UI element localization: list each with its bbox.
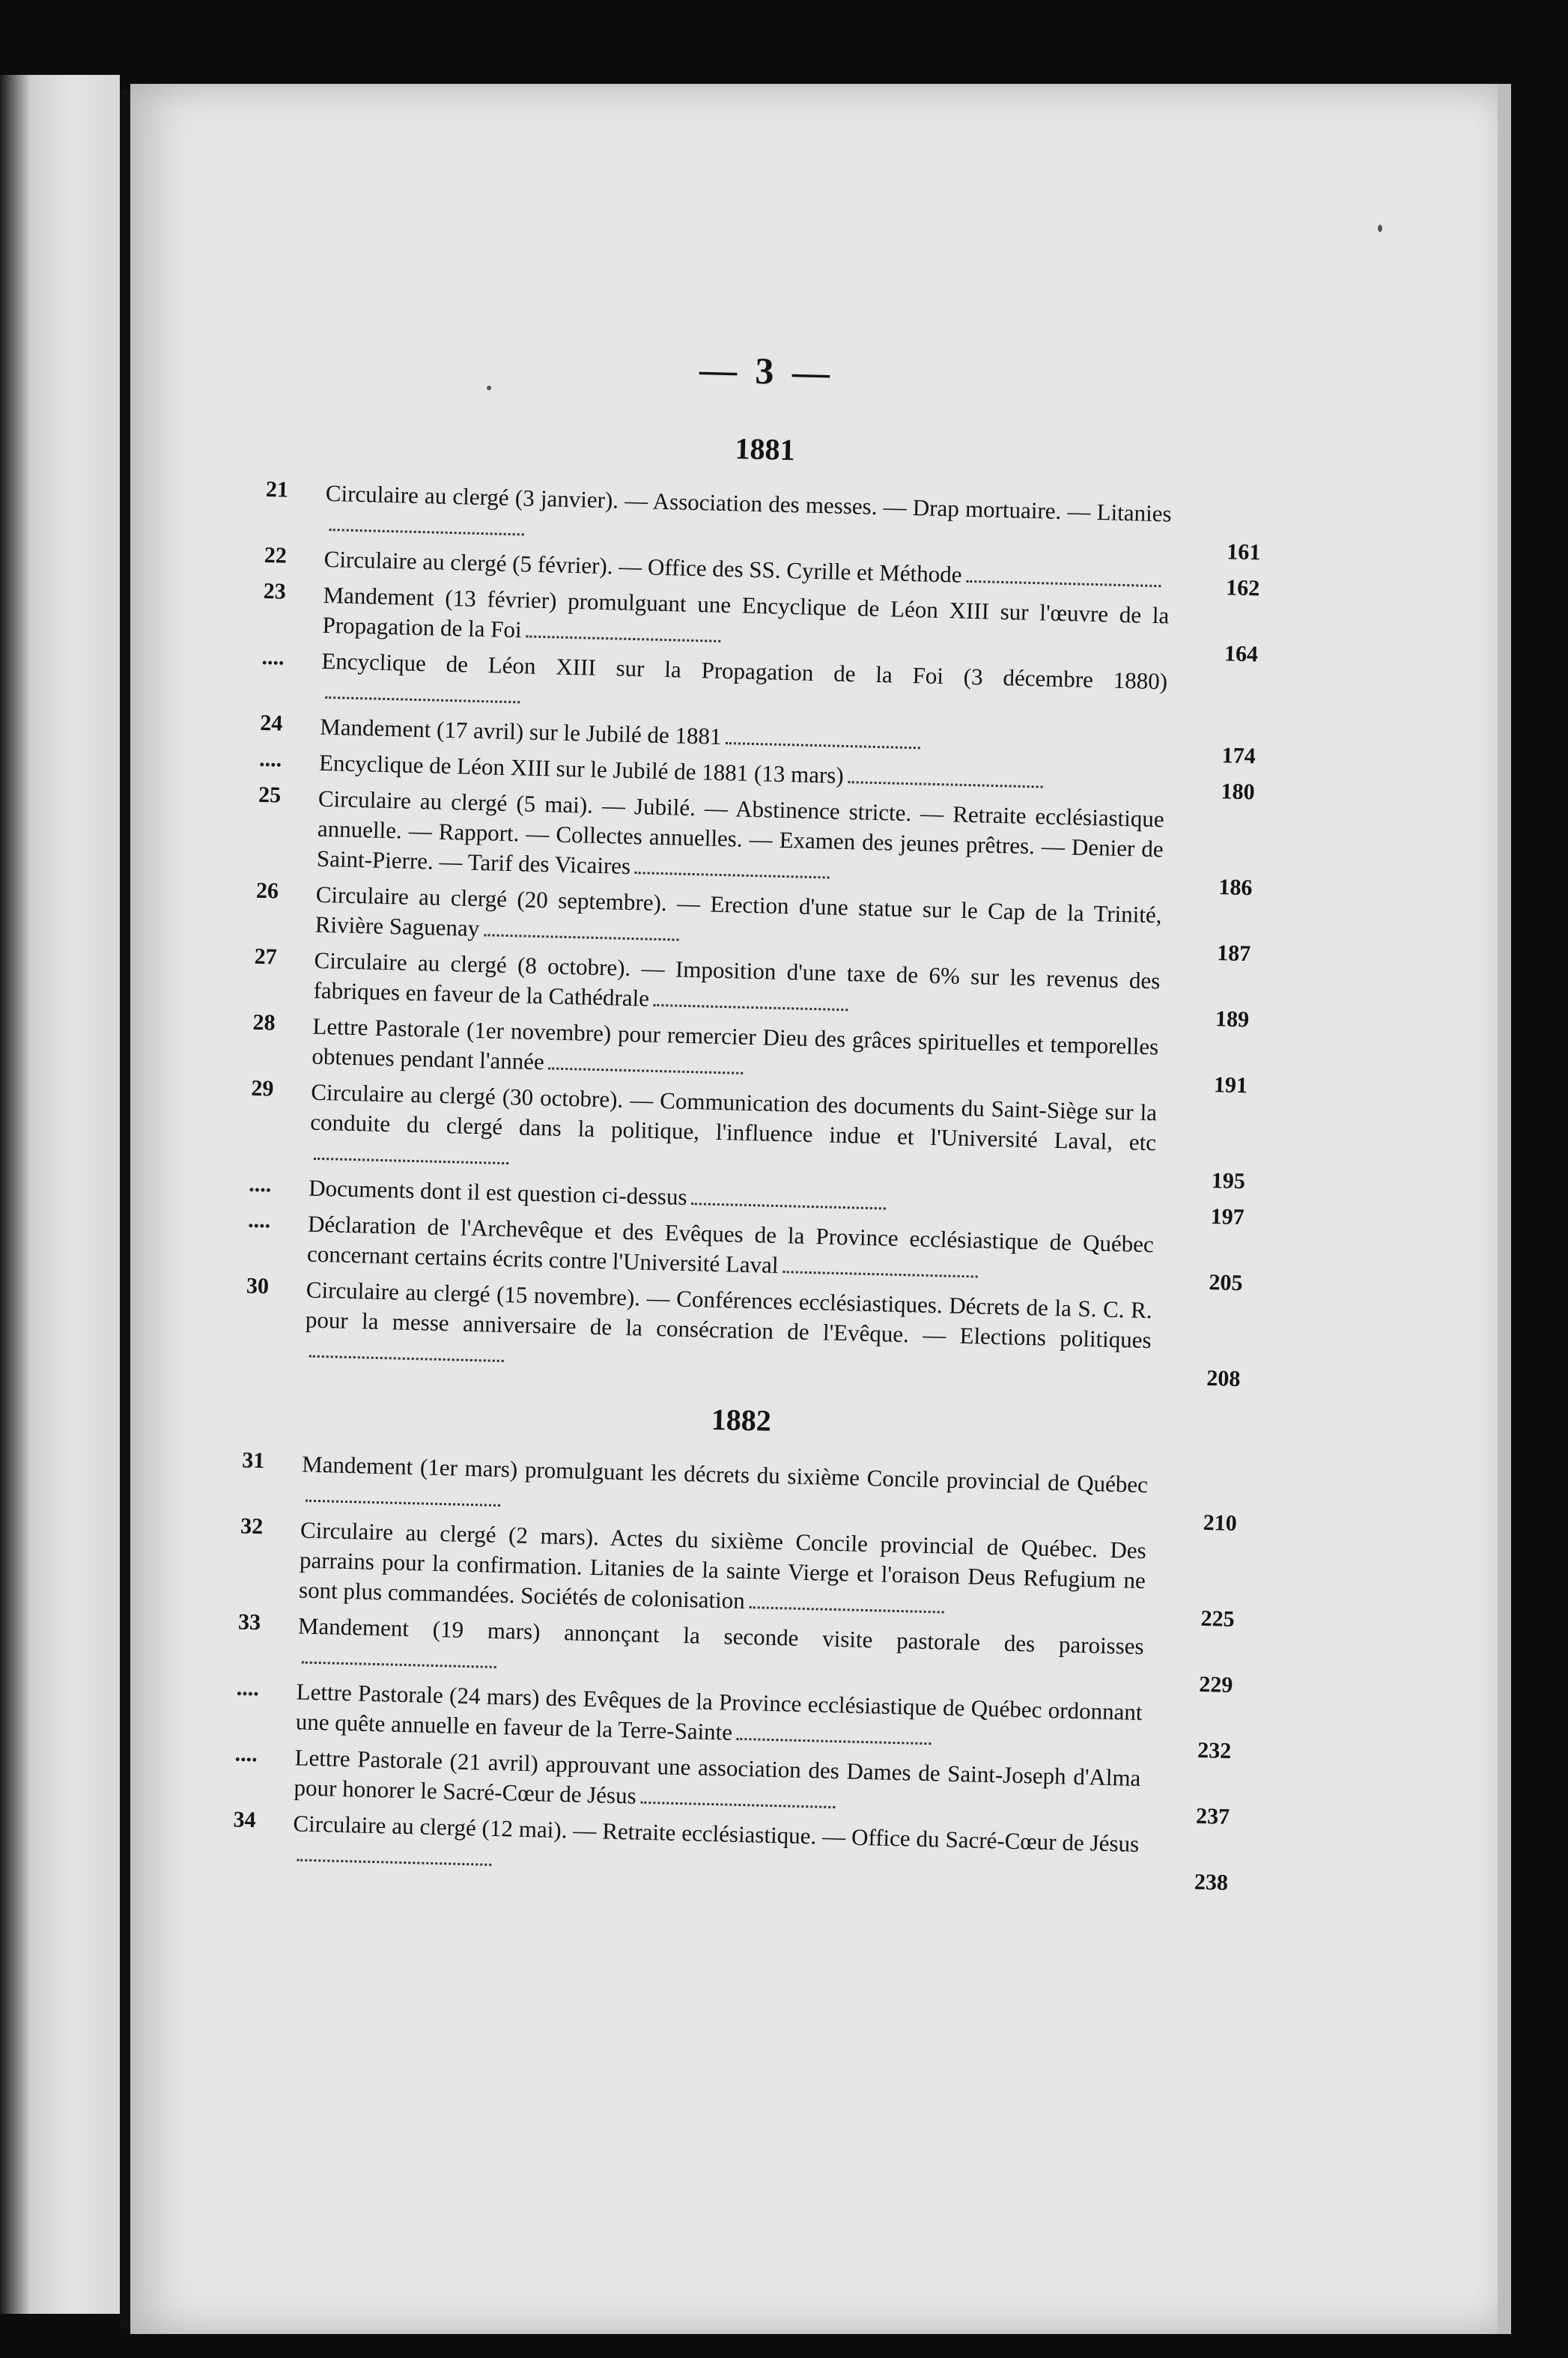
entry-page-number: 237 <box>1195 1803 1230 1829</box>
entry-number: .... <box>234 1741 258 1767</box>
dot-leader <box>484 926 678 941</box>
dot-leader <box>549 1060 744 1074</box>
entry-number: .... <box>261 644 285 670</box>
entry-text: Circulaire au clergé (3 janvier). — Association des messes. — Drap mortuaire. — Litanies <box>324 478 1172 559</box>
entry-number: 32 <box>240 1513 264 1540</box>
dot-leader <box>329 521 524 535</box>
dot-leader <box>654 997 848 1011</box>
entry-number: 33 <box>237 1609 261 1635</box>
entry-text: Circulaire au clergé (5 février). — Office des SS. Cyrille et Méthode <box>323 544 1170 595</box>
entry-text: Circulaire au clergé (30 octobre). — Communication des documents du Saint-Siège sur la conduite du clergé dans la politique, l'influence indue et l'Université Laval, etc <box>309 1078 1158 1188</box>
toc-entry <box>245 1273 1243 1392</box>
entry-number: .... <box>248 1171 272 1197</box>
entry-text: Mandement (17 avril) sur le Jubilé de 1881 <box>320 712 1167 763</box>
entry-page-number: 205 <box>1209 1270 1243 1296</box>
dot-leader <box>635 864 830 878</box>
entry-text: Lettre Pastorale (24 mars) des Evêques de la Province ecclésiastique de Québec ordonnant une quête annuelle en faveur de la Terre-Sainte <box>295 1678 1143 1745</box>
dot-leader <box>726 735 920 749</box>
entry-text: Mandement (19 mars) annonçant la seconde visite pastorale des paroisses <box>297 1611 1144 1692</box>
dot-leader <box>309 1348 504 1362</box>
previous-page-edge <box>0 75 120 2314</box>
dot-leader <box>749 1599 943 1613</box>
entry-page-number: 208 <box>1206 1365 1241 1392</box>
toc-entry <box>257 782 1255 901</box>
dot-leader <box>966 573 1161 587</box>
entry-number: .... <box>258 746 282 772</box>
dot-leader <box>691 1195 886 1209</box>
entry-text: Encyclique de Léon XIII sur la Propagation de la Foi (3 décembre 1880) <box>320 646 1168 727</box>
dot-leader <box>297 1851 491 1865</box>
entry-page-number: 164 <box>1224 641 1259 667</box>
entry-text: Documents dont il est question ci-dessus <box>309 1173 1155 1224</box>
entry-text: Circulaire au clergé (2 mars). Actes du sixième Concile provincial de Québec. Des parrains pour la confirmation. Litanies de la sainte Vierge et l'oraison Deus Refugium ne sont plus commandées. Sociétés de colonisation <box>298 1516 1147 1614</box>
entry-page-number: 191 <box>1213 1072 1248 1099</box>
dot-leader <box>783 1263 977 1277</box>
dust-speck <box>1378 225 1382 232</box>
page-number: — 3 — <box>699 348 835 394</box>
entry-number: 26 <box>255 878 279 904</box>
year-section <box>232 1391 1239 1895</box>
entry-text: Encyclique de Léon XIII sur le Jubilé de 1881 (13 mars) <box>319 748 1166 799</box>
entry-page-number: 180 <box>1221 779 1255 805</box>
entry-number: .... <box>236 1675 260 1701</box>
entry-number: 31 <box>241 1447 265 1474</box>
dot-leader <box>848 774 1042 788</box>
entry-text: Mandement (13 février) promulguant une Encyclique de Léon XIII sur l'œuvre de la Propagation de la Foi <box>322 581 1170 643</box>
entry-page-number: 186 <box>1218 875 1253 901</box>
entry-page-number: 187 <box>1216 941 1251 967</box>
entry-text: Circulaire au clergé (15 novembre). — Conférences ecclésiastiques. Décrets de la S. C. R. pour la messe anniversaire de la consécration de l'Evêque. — Elections politiques <box>304 1275 1152 1386</box>
entry-number: 27 <box>254 943 278 970</box>
dot-leader <box>314 1150 508 1164</box>
toc-entry <box>239 1513 1237 1632</box>
dot-leader <box>325 689 520 703</box>
entry-number: 21 <box>265 476 289 502</box>
entry-number: 29 <box>251 1075 274 1101</box>
entry-page-number: 229 <box>1199 1671 1233 1698</box>
entry-text: Circulaire au clergé (12 mai). — Retraite ecclésiastique. — Office du Sacré-Cœur de Jésus <box>292 1808 1140 1889</box>
entry-number: 24 <box>260 710 283 736</box>
entry-number: .... <box>247 1207 271 1233</box>
entry-text: Circulaire au clergé (5 mai). — Jubilé. — Abstinence stricte. — Retraite ecclésiastique annuelle. — Rapport. — Collectes annuelles. — Examen des jeunes prêtres. — Denier de Saint-Pierre. — Tarif des Vicaires <box>316 785 1165 879</box>
entry-number: 30 <box>246 1273 270 1299</box>
table-of-contents <box>232 337 1265 1897</box>
entry-number: 25 <box>258 782 282 808</box>
year-heading: 1881 <box>735 431 796 467</box>
year-section <box>245 419 1263 1392</box>
book-spine-shadow <box>120 90 130 2329</box>
entry-number: 28 <box>252 1009 276 1036</box>
entry-page-number: 162 <box>1225 575 1260 601</box>
entry-page-number: 225 <box>1200 1605 1235 1632</box>
entry-text: Déclaration de l'Archevêque et des Evêques de la Province ecclésiastique de Québec concernant certains écrits contre l'Université Laval <box>306 1210 1155 1278</box>
entry-text: Mandement (1er mars) promulguant les décrets du sixième Concile provincial de Québec <box>301 1450 1149 1531</box>
dot-leader <box>526 628 720 642</box>
entry-text: Circulaire au clergé (8 octobre). — Imposition d'une taxe de 6% sur les revenus des fabriques en faveur de la Cathédrale <box>313 946 1161 1012</box>
dot-leader <box>302 1654 496 1668</box>
entry-text: Circulaire au clergé (20 septembre). — Erection d'une statue sur le Cap de la Trinité, Rivière Saguenay <box>314 881 1162 942</box>
entry-page-number: 238 <box>1194 1869 1229 1895</box>
entry-page-number: 232 <box>1197 1737 1232 1763</box>
entry-page-number: 197 <box>1210 1204 1245 1230</box>
entry-text: Lettre Pastorale (1er novembre) pour remercier Dieu des grâces spirituelles et temporelles obtenues pendant l'année <box>312 1012 1159 1075</box>
dot-leader <box>306 1492 500 1507</box>
dot-leader <box>640 1794 835 1808</box>
entry-number: 23 <box>263 578 287 604</box>
dot-leader <box>737 1730 932 1745</box>
entry-page-number: 210 <box>1203 1510 1238 1537</box>
year-heading: 1882 <box>711 1402 772 1438</box>
entry-page-number: 174 <box>1221 743 1256 769</box>
entry-page-number: 161 <box>1226 539 1261 565</box>
entry-page-number: 195 <box>1211 1168 1246 1194</box>
entry-number: 22 <box>264 542 288 568</box>
entry-text: Lettre Pastorale (21 avril) approuvant une association des Dames de Saint-Joseph d'Alma pour honorer le Sacré-Cœur de Jésus <box>294 1744 1141 1809</box>
entry-number: 34 <box>233 1807 257 1833</box>
entry-page-number: 189 <box>1215 1006 1250 1033</box>
page-right-edge <box>1498 84 1511 2334</box>
